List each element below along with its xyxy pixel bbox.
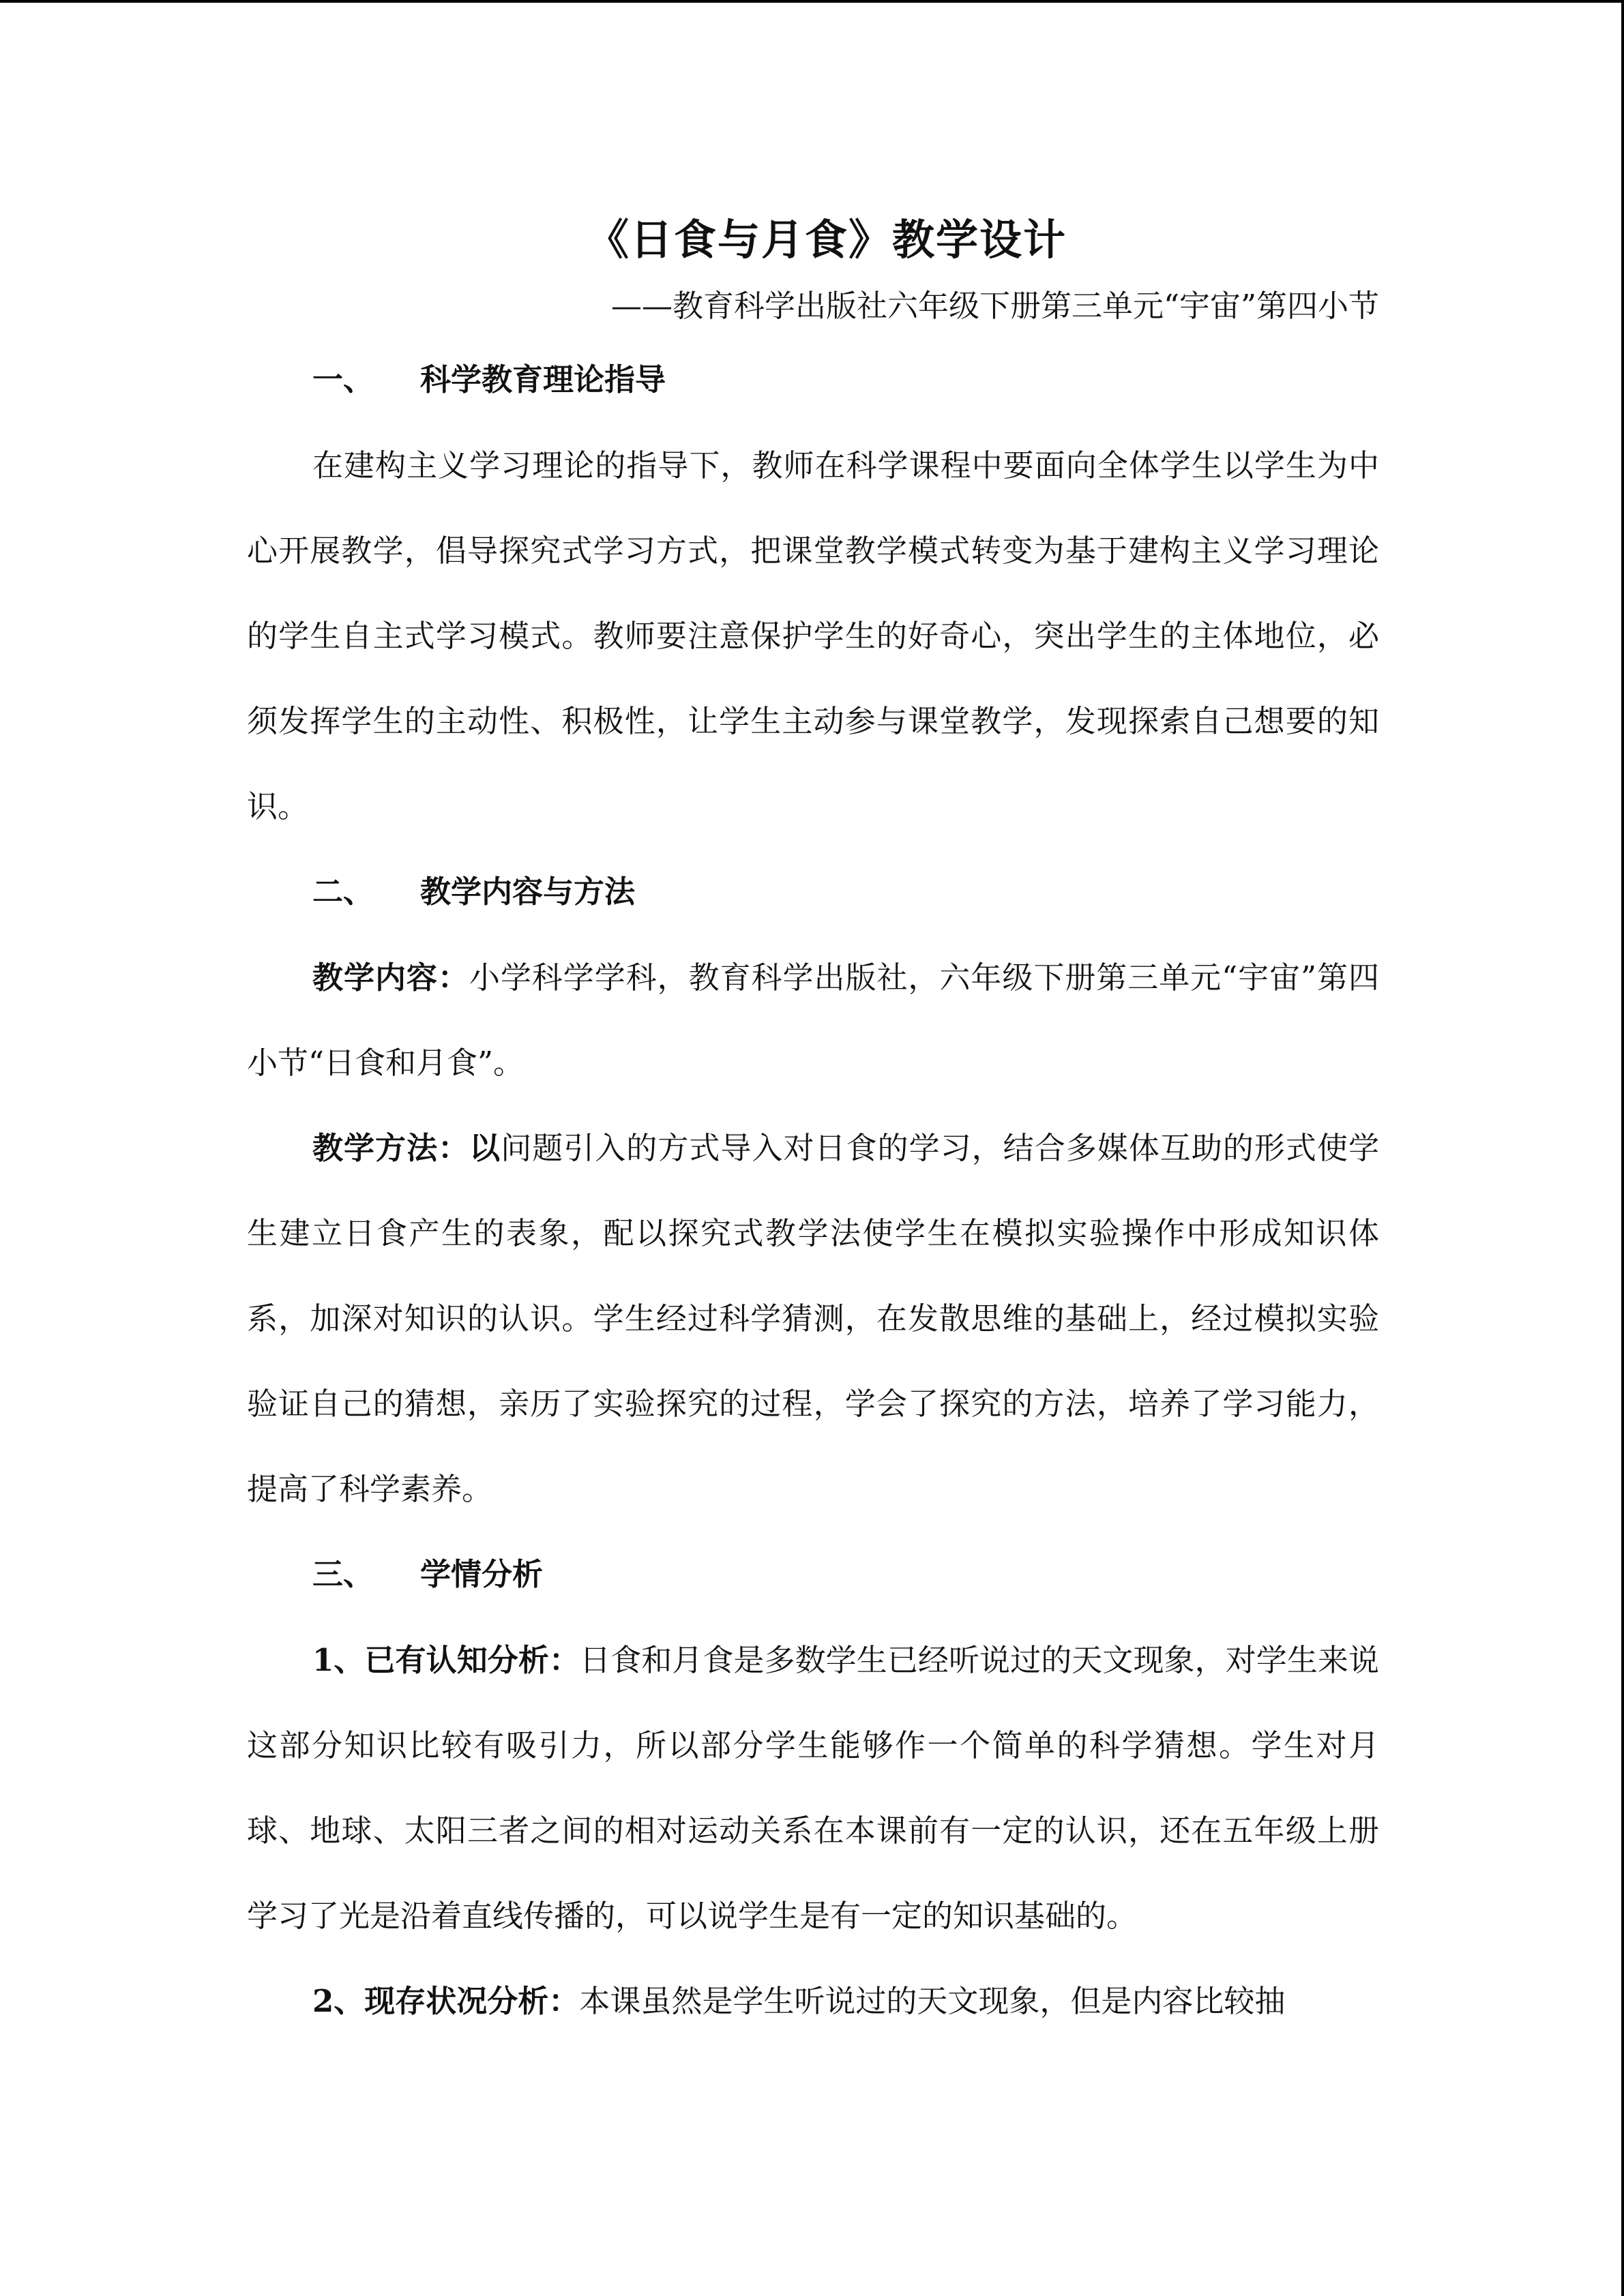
paragraph-text: 小学科学学科，教育科学出版社，六年级下册第三单元“宇宙”第四小节“日食和月食”。	[247, 959, 1379, 1081]
paragraph-lead: 教学内容：	[312, 959, 469, 996]
section-content-method	[247, 849, 1379, 1532]
section-heading	[247, 337, 1379, 423]
paragraph-text: 日食和月食是多数学生已经听说过的天文现象，对学生来说这部分知识比较有吸引力，所以部分学生能够作一个简单的科学猜想。学生对月球、地球、太阳三者之间的相对运动关系在本课前有一定的认识，还在五年级上册学习了光是沿着直线传播的，可以说学生是有一定的知识基础的。	[247, 1642, 1379, 1934]
section-number: 三、	[312, 1556, 374, 1592]
paragraph-lead: 1、已有认知分析：	[312, 1642, 580, 1678]
paragraph-lead: 2、现存状况分析：	[312, 1983, 580, 2019]
section-number: 一、	[312, 361, 374, 398]
section-heading	[247, 1532, 1379, 1617]
paragraph	[247, 1105, 1379, 1532]
section-theory	[247, 337, 1379, 849]
section-learner-analysis	[247, 1532, 1379, 2044]
paragraph	[247, 1958, 1379, 2044]
section-title: 学情分析	[420, 1556, 544, 1592]
document-subtitle: ——教育科学出版社六年级下册第三单元“宇宙”第四小节	[610, 288, 1379, 324]
paragraph-text: 在建构主义学习理论的指导下，教师在科学课程中要面向全体学生以学生为中心开展教学，倡导探究式学习方式，把课堂教学模式转变为基于建构主义学习理论的学生自主式学习模式。教师要注意保护学生的好奇心，突出学生的主体地位，必须发挥学生的主动性、积极性，让学生主动参与课堂教学，发现探索自己想要的知识。	[247, 447, 1379, 824]
paragraph	[247, 935, 1379, 1105]
section-title: 科学教育理论指导	[420, 361, 666, 398]
section-number: 二、	[312, 874, 374, 910]
section-title: 教学内容与方法	[420, 874, 636, 910]
document-title: 《日食与月食》教学设计	[586, 215, 1067, 265]
paragraph	[247, 423, 1379, 849]
section-heading	[247, 849, 1379, 935]
paragraph-lead: 教学方法：以	[312, 1130, 501, 1166]
paragraph	[247, 1617, 1379, 1958]
paragraph-text: 问题引入的方式导入对日食的学习，结合多媒体互助的形式使学生建立日食产生的表象，配以探究式教学法使学生在模拟实验操作中形成知识体系，加深对知识的认识。学生经过科学猜测，在发散思维的基础上，经过模拟实验验证自己的猜想，亲历了实验探究的过程，学会了探究的方法，培养了学习能力，提高了科学素养。	[247, 1130, 1379, 1507]
paragraph-text: 本课虽然是学生听说过的天文现象，但是内容比较抽	[579, 1983, 1286, 2019]
document-body	[247, 205, 1379, 2044]
